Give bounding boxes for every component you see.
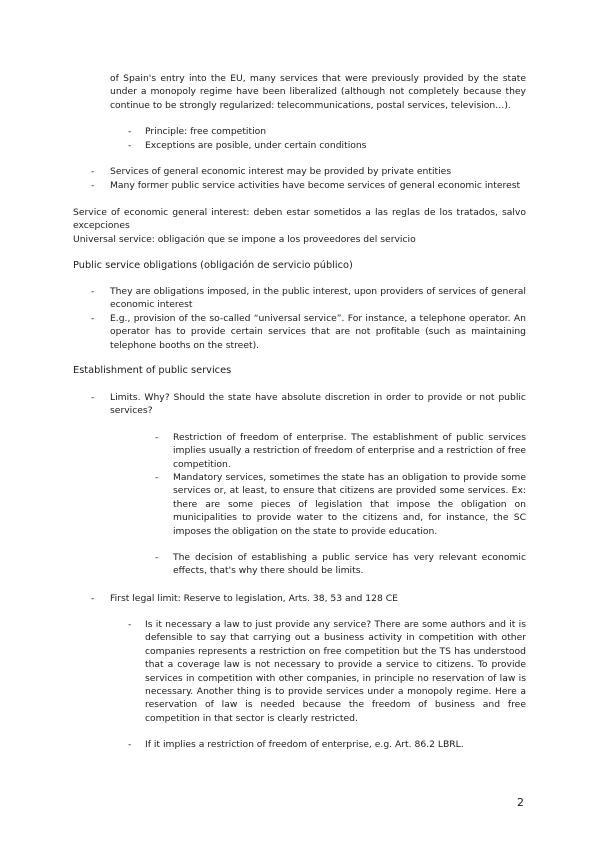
bullet-dash: - bbox=[91, 286, 95, 297]
bullet-dash: - bbox=[91, 180, 95, 191]
list-item-text: Restriction of freedom of enterprise. The establishment of public services implies usually a restriction of freedom of enterprise and a restriction of free competition. bbox=[173, 432, 526, 470]
bullet-dash: - bbox=[155, 552, 159, 563]
establishment-heading: Establishment of public services bbox=[73, 365, 232, 376]
list-item-text: Limits. Why? Should the state have absolute discretion in order to provide or not public services? bbox=[110, 392, 526, 417]
universal-service-note: Universal service: obligación que se impone a los proveedores del servicio bbox=[73, 234, 416, 245]
list-item-text: First legal limit: Reserve to legislation, Arts. 38, 53 and 128 CE bbox=[110, 593, 398, 604]
bullet-dash: - bbox=[128, 739, 132, 750]
list-item bbox=[91, 165, 526, 179]
list-item-text: Is it necessary a law to just provide any service? There are some authors and it is defensible to say that carrying out a business activity in competition with other companies represents a restriction on free competition but the TS has understood that a coverage law is not necessary to provide a service to citizens. To provide services in competition with other companies, in principle no reservation of law is necessary. Another thing is to provide services under a monopoly regime. Here a reservation of law is needed because the freedom of business and free competition in that sector is clearly restricted. bbox=[145, 619, 526, 724]
bullet-dash: - bbox=[91, 166, 95, 177]
list-item bbox=[91, 285, 526, 313]
list-item-text: Principle: free competition bbox=[145, 126, 267, 137]
bullet-dash: - bbox=[128, 140, 132, 151]
bullet-dash: - bbox=[91, 392, 95, 403]
bullet-dash: - bbox=[155, 432, 159, 443]
list-item-text: If it implies a restriction of freedom of enterprise, e.g. Art. 86.2 LBRL. bbox=[145, 739, 464, 750]
bullet-dash: - bbox=[155, 472, 159, 483]
list-item bbox=[128, 618, 526, 726]
page-number: 2 bbox=[517, 796, 524, 809]
intro-paragraph: of Spain's entry into the EU, many services that were previously provided by the state under a monopoly regime have been liberalized (although not completely because they continue to be strongly regularized: telecommunications, postal services, television…). bbox=[110, 73, 526, 111]
list-item-text: Many former public service activities have become services of general economic interest bbox=[110, 180, 521, 191]
bullet-dash: - bbox=[128, 126, 132, 137]
list-item bbox=[91, 592, 526, 606]
bullet-dash: - bbox=[91, 593, 95, 604]
list-item-text: Mandatory services, sometimes the state has an obligation to provide some services or, at least, to ensure that citizens are provided some services. Ex: there are some pieces of legislation that impose the obligation on municipalities to provide water to the citizens and, for instance, the SC imposes the obligation on the state to provide education. bbox=[173, 472, 526, 537]
list-item-text: Services of general economic interest may be provided by private entities bbox=[110, 166, 452, 177]
list-item bbox=[155, 471, 526, 539]
sgei-note: Service of economic general interest: deben estar sometidos a las reglas de los tratados, salvo excepciones bbox=[73, 207, 526, 232]
bullet-dash: - bbox=[91, 313, 95, 324]
list-item bbox=[128, 738, 526, 752]
bullet-dash: - bbox=[128, 619, 132, 630]
list-item bbox=[128, 125, 526, 139]
pso-heading: Public service obligations (obligación de servicio público) bbox=[73, 260, 353, 271]
list-item bbox=[155, 551, 526, 579]
list-item-text: E.g., provision of the so-called “universal service”. For instance, a telephone operator. An operator has to provide certain services that are not profitable (such as maintaining telephone booths on the street). bbox=[110, 313, 526, 351]
list-item-text: They are obligations imposed, in the public interest, upon providers of services of general economic interest bbox=[110, 286, 526, 311]
list-item bbox=[155, 431, 526, 470]
list-item bbox=[91, 179, 526, 193]
list-item bbox=[91, 312, 526, 352]
list-item bbox=[91, 391, 526, 419]
list-item bbox=[128, 139, 526, 153]
list-item-text: The decision of establishing a public service has very relevant economic effects, that's why there should be limits. bbox=[173, 552, 526, 577]
list-item-text: Exceptions are posible, under certain conditions bbox=[145, 140, 367, 151]
